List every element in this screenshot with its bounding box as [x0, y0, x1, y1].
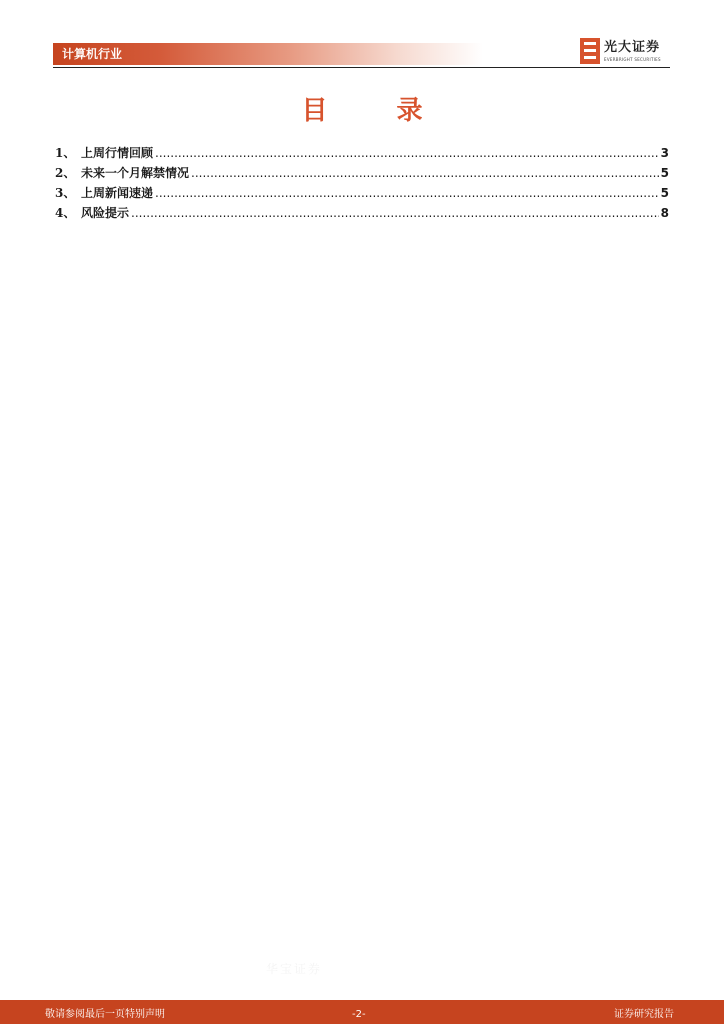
watermark: 华宝证券 [266, 962, 323, 976]
toc-title: 目 录 [301, 96, 453, 126]
toc-entry-number: 1、 [55, 146, 76, 160]
industry-label: 计算机行业 [62, 47, 123, 61]
toc-entry-number: 3、 [55, 186, 76, 200]
toc-entry-page: 5 [660, 186, 669, 200]
toc-leader-dots [155, 143, 659, 163]
table-of-contents [55, 143, 669, 223]
footer-page-number: -2- [352, 1009, 366, 1020]
brand-logo [580, 38, 672, 66]
toc-entry-page: 8 [660, 206, 669, 220]
toc-entry-number: 4、 [55, 206, 76, 220]
toc-entry[interactable] [55, 183, 669, 203]
toc-leader-dots [155, 183, 659, 203]
toc-entry-label: 未来一个月解禁情况 [81, 166, 190, 180]
toc-entry-page: 5 [660, 166, 669, 180]
toc-entry-number: 2、 [55, 166, 76, 180]
toc-entry-label: 上周新闻速递 [81, 186, 154, 200]
toc-entry-label: 风险提示 [81, 206, 130, 220]
toc-leader-dots [191, 163, 659, 183]
logo-name-cn: 光大证券 [604, 40, 661, 55]
toc-entry[interactable] [55, 143, 669, 163]
toc-leader-dots [131, 203, 659, 223]
footer-disclaimer: 敬请参阅最后一页特别声明 [45, 1009, 165, 1020]
toc-entry-page: 3 [660, 146, 669, 160]
toc-entry[interactable] [55, 163, 669, 183]
toc-entry[interactable] [55, 203, 669, 223]
footer-doc-type: 证券研究报告 [614, 1009, 674, 1020]
header-divider [53, 67, 670, 68]
logo-icon [580, 38, 600, 64]
logo-name-en: EVERBRIGHT SECURITIES [604, 57, 661, 62]
toc-entry-label: 上周行情回顾 [81, 146, 154, 160]
